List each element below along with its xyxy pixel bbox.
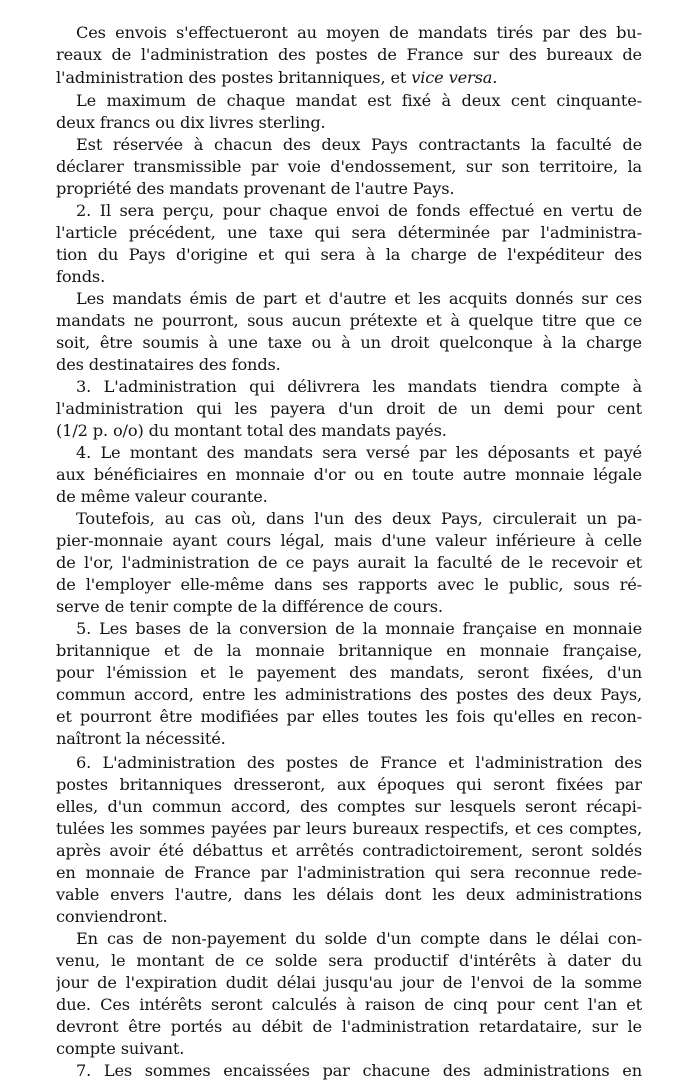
text-line: (1/2 p. o/o) du montant total des mandats payés. <box>56 421 447 440</box>
text-line <box>56 67 642 89</box>
text-line: de l'or, l'administration de ce pays aurait la faculté de le recevoir et <box>56 553 642 572</box>
text-line: Les mandats émis de part et d'autre et les acquits donnés sur ces <box>76 289 642 308</box>
text-line: et pourront être modifiées par elles toutes les fois qu'elles en recon- <box>56 707 642 726</box>
text-line: serve de tenir compte de la différence de cours. <box>56 597 443 616</box>
text-line: après avoir été débattus et arrêtés contradictoirement, seront soldés <box>56 841 642 860</box>
text-line: pier-monnaie ayant cours légal, mais d'une valeur inférieure à celle <box>56 531 642 550</box>
text-line: déclarer transmissible par voie d'endossement, sur son territoire, la <box>56 157 642 176</box>
text-line: conviendront. <box>56 907 168 926</box>
text-line: l'article précédent, une taxe qui sera déterminée par l'administra- <box>56 223 642 242</box>
text-line: Toutefois, au cas où, dans l'un des deux Pays, circulerait un pa- <box>76 509 642 528</box>
text-line: fonds. <box>56 267 106 286</box>
text-line: commun accord, entre les administrations des postes des deux Pays, <box>56 685 642 704</box>
text-line: Ces envois s'effectueront au moyen de mandats tirés par des bu- <box>76 23 642 42</box>
text-line: En cas de non-payement du solde d'un compte dans le délai con- <box>76 929 642 948</box>
text-line: 3. L'administration qui délivrera les mandats tiendra compte à <box>76 377 642 396</box>
italic-phrase: vice versa <box>411 68 493 87</box>
text-line: de même valeur courante. <box>56 487 268 506</box>
text-line: pour l'émission et le payement des mandats, seront fixées, d'un <box>56 663 642 682</box>
text-line: elles, d'un commun accord, des comptes sur lesquels seront récapi- <box>56 797 642 816</box>
text-line: 6. L'administration des postes de France et l'administration des <box>76 753 642 772</box>
text-line: compte suivant. <box>56 1039 185 1058</box>
text-line: des destinataires des fonds. <box>56 355 281 374</box>
text-line: venu, le montant de ce solde sera productif d'intérêts à dater du <box>56 951 642 970</box>
text-line: devront être portés au débit de l'administration retardataire, sur le <box>56 1017 642 1036</box>
text-line: l'administration qui les payera d'un droit de un demi pour cent <box>56 399 642 418</box>
text-segment: l'administration des postes britanniques, et <box>56 68 412 87</box>
text-line: 5. Les bases de la conversion de la monnaie française en monnaie <box>76 619 642 638</box>
text-line: tulées les sommes payées par leurs bureaux respectifs, et ces comptes, <box>56 819 642 838</box>
text-line: mandats ne pourront, sous aucun prétexte et à quelque titre que ce <box>56 311 642 330</box>
text-line: de l'employer elle-même dans ses rapports avec le public, sous ré- <box>56 575 642 594</box>
text-line: 2. Il sera perçu, pour chaque envoi de fonds effectué en vertu de <box>76 201 642 220</box>
text-line: tion du Pays d'origine et qui sera à la charge de l'expéditeur des <box>56 245 642 264</box>
text-line: Est réservée à chacun des deux Pays contractants la faculté de <box>76 135 642 154</box>
text-line: en monnaie de France par l'administration qui sera reconnue rede- <box>56 863 642 882</box>
text-line: postes britanniques dresseront, aux époques qui seront fixées par <box>56 775 642 794</box>
text-line: reaux de l'administration des postes de France sur des bureaux de <box>56 45 642 64</box>
text-segment: . <box>492 68 498 87</box>
text-line: britannique et de la monnaie britannique en monnaie française, <box>56 641 642 660</box>
text-line: 7. Les sommes encaissées par chacune des administrations en <box>76 1061 642 1080</box>
text-line: deux francs ou dix livres sterling. <box>56 113 326 132</box>
text-line: vable envers l'autre, dans les délais dont les deux administrations <box>56 885 642 904</box>
text-line: Le maximum de chaque mandat est fixé à deux cent cinquante- <box>76 91 642 110</box>
text-line: due. Ces intérêts seront calculés à raison de cinq pour cent l'an et <box>56 995 642 1014</box>
text-line: soit, être soumis à une taxe ou à un droit quelconque à la charge <box>56 333 642 352</box>
text-line: 4. Le montant des mandats sera versé par les déposants et payé <box>76 443 642 462</box>
text-line: aux bénéficiaires en monnaie d'or ou en toute autre monnaie légale <box>56 465 642 484</box>
text-line: naîtront la nécessité. <box>56 729 226 748</box>
text-line: propriété des mandats provenant de l'autre Pays. <box>56 179 455 198</box>
text-line: jour de l'expiration dudit délai jusqu'au jour de l'envoi de la somme <box>56 973 642 992</box>
